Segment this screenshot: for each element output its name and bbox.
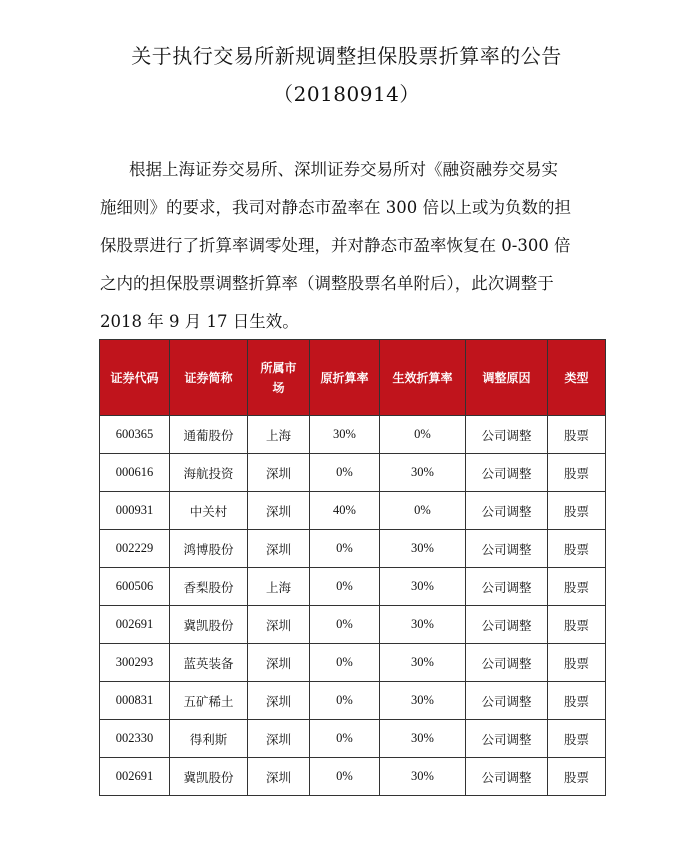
adjusted-stocks-table <box>99 339 606 796</box>
table-row <box>100 530 606 568</box>
cell-new-rate: 30% <box>380 454 466 492</box>
body-line: 施细则》的要求，我司对静态市盈率在 300 倍以上或为负数的担 <box>100 198 571 217</box>
cell-type: 股票 <box>548 720 606 758</box>
table-row <box>100 606 606 644</box>
body-line: 保股票进行了折算率调零处理，并对静态市盈率恢复在 0-300 倍 <box>100 236 571 255</box>
cell-reason: 公司调整 <box>466 606 548 644</box>
cell-market: 深圳 <box>248 454 310 492</box>
cell-name: 冀凯股份 <box>170 606 248 644</box>
header-reason: 调整原因 <box>466 340 548 416</box>
cell-code: 600506 <box>100 568 170 606</box>
cell-new-rate: 30% <box>380 530 466 568</box>
cell-code: 000931 <box>100 492 170 530</box>
header-new-rate: 生效折算率 <box>380 340 466 416</box>
cell-market: 深圳 <box>248 682 310 720</box>
cell-new-rate: 30% <box>380 720 466 758</box>
cell-name: 通葡股份 <box>170 416 248 454</box>
body-line: 根据上海证券交易所、深圳证券交易所对《融资融券交易实 <box>129 160 558 179</box>
cell-code: 000616 <box>100 454 170 492</box>
cell-name: 得利斯 <box>170 720 248 758</box>
cell-type: 股票 <box>548 492 606 530</box>
cell-old-rate: 40% <box>310 492 380 530</box>
cell-code: 002691 <box>100 606 170 644</box>
cell-reason: 公司调整 <box>466 492 548 530</box>
cell-market: 深圳 <box>248 530 310 568</box>
cell-code: 002229 <box>100 530 170 568</box>
header-type: 类型 <box>548 340 606 416</box>
table-header-row <box>100 340 606 416</box>
cell-old-rate: 0% <box>310 606 380 644</box>
cell-new-rate: 30% <box>380 568 466 606</box>
cell-name: 中关村 <box>170 492 248 530</box>
table-row <box>100 682 606 720</box>
table-row <box>100 644 606 682</box>
table-row <box>100 758 606 796</box>
cell-market: 深圳 <box>248 606 310 644</box>
cell-market: 深圳 <box>248 644 310 682</box>
cell-name: 蓝英装备 <box>170 644 248 682</box>
cell-reason: 公司调整 <box>466 568 548 606</box>
cell-market: 深圳 <box>248 758 310 796</box>
cell-old-rate: 0% <box>310 682 380 720</box>
cell-reason: 公司调整 <box>466 530 548 568</box>
table-row <box>100 568 606 606</box>
cell-type: 股票 <box>548 416 606 454</box>
header-name: 证券简称 <box>170 340 248 416</box>
cell-reason: 公司调整 <box>466 720 548 758</box>
cell-market: 上海 <box>248 568 310 606</box>
notice-title: 关于执行交易所新规调整担保股票折算率的公告 <box>131 44 562 68</box>
table-row <box>100 416 606 454</box>
cell-market: 深圳 <box>248 492 310 530</box>
cell-reason: 公司调整 <box>466 644 548 682</box>
notice-date: （20180914） <box>273 82 420 106</box>
cell-new-rate: 30% <box>380 644 466 682</box>
cell-old-rate: 0% <box>310 720 380 758</box>
cell-type: 股票 <box>548 644 606 682</box>
cell-old-rate: 0% <box>310 568 380 606</box>
cell-market: 上海 <box>248 416 310 454</box>
cell-reason: 公司调整 <box>466 416 548 454</box>
cell-code: 600365 <box>100 416 170 454</box>
cell-name: 香梨股份 <box>170 568 248 606</box>
table-row <box>100 492 606 530</box>
cell-new-rate: 0% <box>380 416 466 454</box>
cell-new-rate: 30% <box>380 606 466 644</box>
cell-old-rate: 0% <box>310 454 380 492</box>
cell-name: 冀凯股份 <box>170 758 248 796</box>
cell-code: 002691 <box>100 758 170 796</box>
header-code: 证券代码 <box>100 340 170 416</box>
cell-type: 股票 <box>548 568 606 606</box>
cell-type: 股票 <box>548 454 606 492</box>
body-line: 2018 年 9 月 17 日生效。 <box>100 312 299 331</box>
cell-code: 300293 <box>100 644 170 682</box>
cell-code: 000831 <box>100 682 170 720</box>
cell-new-rate: 30% <box>380 682 466 720</box>
cell-old-rate: 0% <box>310 644 380 682</box>
table-row <box>100 720 606 758</box>
cell-type: 股票 <box>548 530 606 568</box>
header-market: 所属市场 <box>248 340 310 416</box>
cell-type: 股票 <box>548 606 606 644</box>
cell-reason: 公司调整 <box>466 454 548 492</box>
cell-reason: 公司调整 <box>466 682 548 720</box>
cell-old-rate: 0% <box>310 758 380 796</box>
cell-code: 002330 <box>100 720 170 758</box>
header-old-rate: 原折算率 <box>310 340 380 416</box>
cell-market: 深圳 <box>248 720 310 758</box>
cell-new-rate: 30% <box>380 758 466 796</box>
cell-new-rate: 0% <box>380 492 466 530</box>
cell-name: 五矿稀土 <box>170 682 248 720</box>
cell-old-rate: 30% <box>310 416 380 454</box>
cell-type: 股票 <box>548 682 606 720</box>
cell-type: 股票 <box>548 758 606 796</box>
body-line: 之内的担保股票调整折算率（调整股票名单附后），此次调整于 <box>100 274 554 293</box>
cell-name: 海航投资 <box>170 454 248 492</box>
cell-reason: 公司调整 <box>466 758 548 796</box>
cell-old-rate: 0% <box>310 530 380 568</box>
cell-name: 鸿博股份 <box>170 530 248 568</box>
table-row <box>100 454 606 492</box>
